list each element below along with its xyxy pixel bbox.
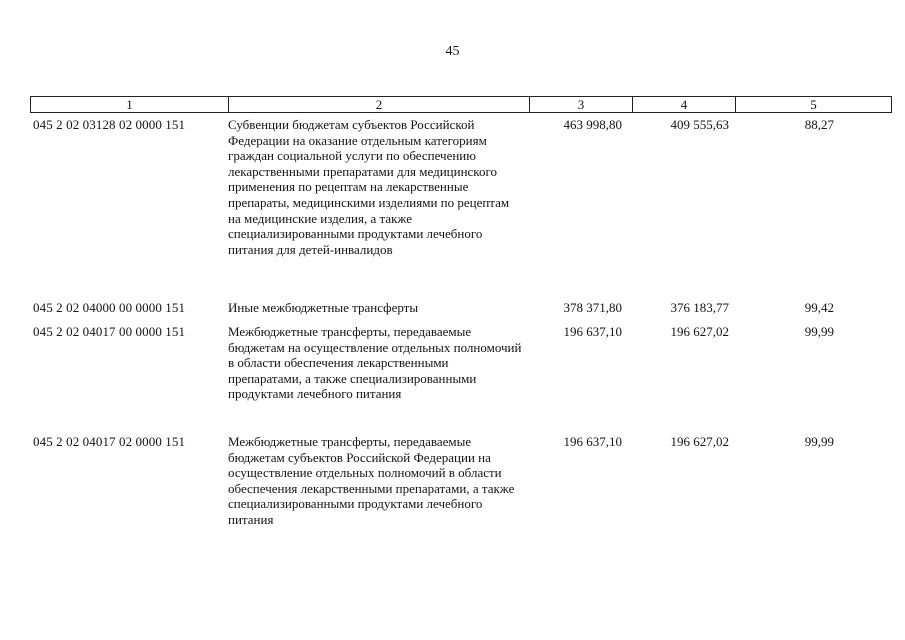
value-column-3: 378 371,80 <box>563 300 622 315</box>
percent-column-5: 88,27 <box>804 117 834 132</box>
column-header-5: 5 <box>735 97 891 112</box>
value-column-4: 196 627,02 <box>670 434 729 449</box>
percent-column-5: 99,42 <box>804 300 834 315</box>
column-header-1: 1 <box>126 97 133 112</box>
item-description: Межбюджетные трансферты, передаваемые бюджетам субъектов Российской Федерации на осуществление отдельных полномочий в области обеспечения лекарственными препаратами, а также специализированными продуктами лечебного питания <box>228 434 515 527</box>
value-column-3: 463 998,80 <box>563 117 622 132</box>
budget-code: 045 2 02 03128 02 0000 151 <box>33 117 186 132</box>
percent-column-5: 99,99 <box>804 434 834 449</box>
value-column-3: 196 637,10 <box>563 324 622 339</box>
percent-column-5: 99,99 <box>804 324 834 339</box>
budget-code: 045 2 02 04017 02 0000 151 <box>33 434 186 449</box>
value-column-4: 409 555,63 <box>670 117 729 132</box>
value-column-4: 376 183,77 <box>670 300 729 315</box>
budget-code: 045 2 02 04000 00 0000 151 <box>33 300 186 315</box>
budget-table <box>30 96 892 527</box>
page-number: 45 <box>445 44 460 59</box>
column-header-3: 3 <box>529 97 632 112</box>
table-header-row <box>30 96 892 113</box>
value-column-4: 196 627,02 <box>670 324 729 339</box>
item-description: Субвенции бюджетам субъектов Российской Федерации на оказание отдельным категориям граждан социальной услуги по обеспечению лекарственными препаратами для медицинского применения по рецептам на лекарственные препараты, медицинскими изделиями по рецептам на медицинские изделия, а также специализированными продуктами лечебного питания для детей-инвалидов <box>228 117 510 257</box>
column-header-4: 4 <box>632 97 735 112</box>
column-header-2: 2 <box>228 97 529 112</box>
value-column-3: 196 637,10 <box>563 434 622 449</box>
budget-code: 045 2 02 04017 00 0000 151 <box>33 324 186 339</box>
item-description: Иные межбюджетные трансферты <box>228 300 419 315</box>
item-description: Межбюджетные трансферты, передаваемые бюджетам на осуществление отдельных полномочий в области обеспечения лекарственными препаратами, а также специализированными продуктами лечебного питания <box>228 324 522 402</box>
